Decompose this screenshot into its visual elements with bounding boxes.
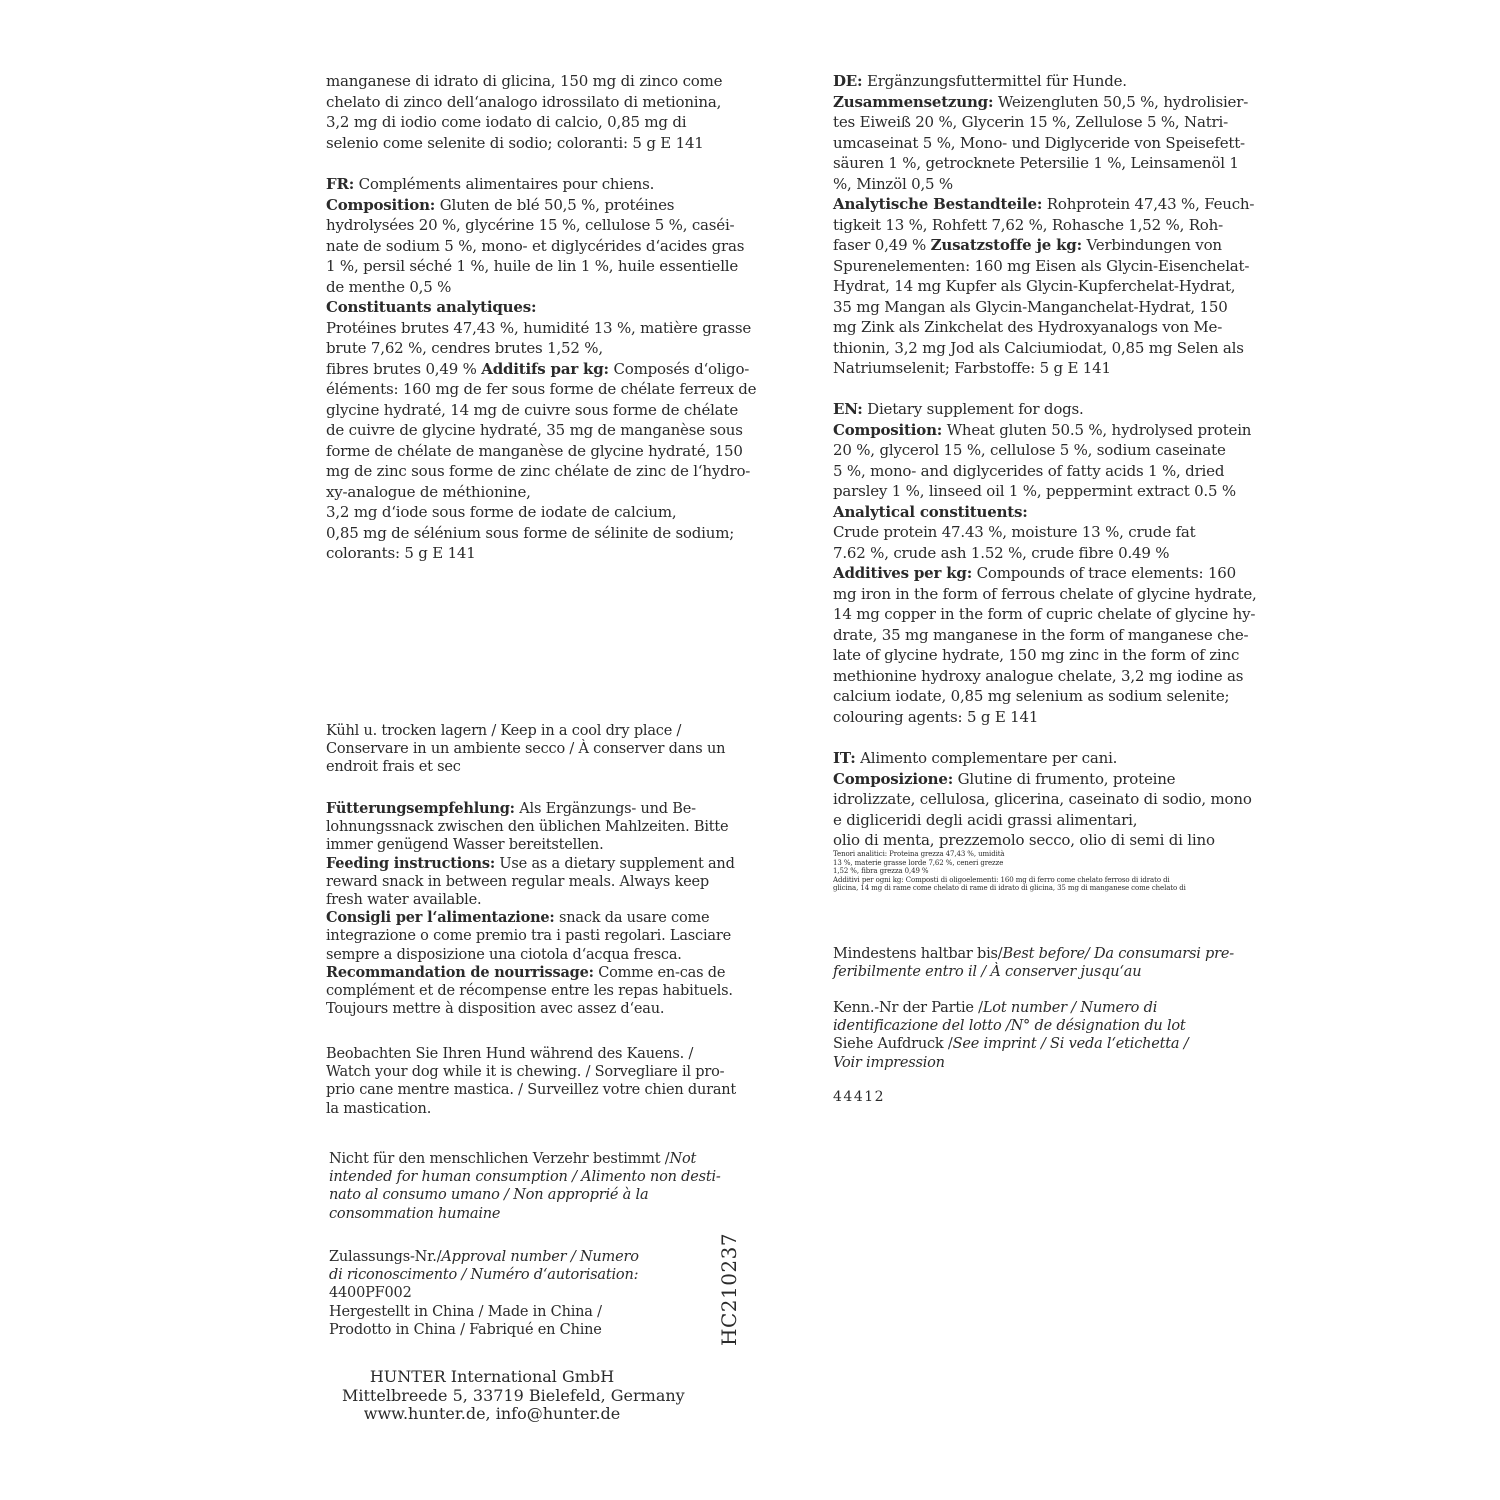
approval-code: 4400PF002 — [329, 1285, 412, 1302]
text-line: 35 mg Mangan als Glycin-Manganchelat-Hydrat, 150 — [833, 297, 1228, 316]
fine-print-line: Tenori analitici: Proteina grezza 47,43 %, umidità — [833, 850, 1005, 858]
web-email: www.hunter.de, info@hunter.de — [363, 1404, 621, 1423]
text-line: 20 %, glycerol 15 %, cellulose 5 %, sodium caseinate — [833, 441, 1226, 459]
text-line: late of glycine hydrate, 150 mg zinc in the form of zinc — [833, 646, 1240, 664]
feeding-heading-fr: Recommandation de nourrissage: — [326, 963, 594, 981]
street-address: Mittelbreede 5, 33719 Bielefeld, Germany — [342, 1385, 685, 1405]
text-line: complément et de récompense entre les repas habituels. — [326, 983, 733, 1000]
text-line: sempre a disposizione una ciotola d‘acqua fresca. — [326, 946, 682, 963]
text-line: calcium iodate, 0,85 mg selenium as sodium selenite; — [833, 687, 1230, 705]
text-line: Protéines brutes 47,43 %, humidité 13 %, matière grasse — [326, 318, 752, 337]
additives-heading: Additives per kg: — [833, 564, 973, 582]
text-line: colorants: 5 g E 141 — [326, 544, 476, 562]
lang-code-en: EN: — [833, 400, 863, 418]
text-line: lohnungssnack zwischen den üblichen Mahlzeiten. Bitte — [326, 819, 729, 836]
feeding-heading-en: Feeding instructions: — [326, 854, 495, 872]
text-line: 1 %, persil séché 1 %, huile de lin 1 %, huile essentielle — [326, 257, 739, 275]
text-line: e digliceridi degli acidi grassi alimentari, — [833, 810, 1138, 829]
company-name: HUNTER International GmbH — [369, 1367, 615, 1386]
italian-fine-print — [833, 850, 1186, 893]
text-line: de menthe 0,5 % — [326, 277, 452, 296]
text-line: fresh water available. — [326, 892, 482, 909]
text-line: Nicht für den menschlichen Verzehr bestimmt / — [329, 1151, 670, 1167]
text-line: 3,2 mg d‘iode sous forme de iodate de calcium, — [326, 503, 677, 521]
text-line: Prodotto in China / Fabriqué en Chine — [329, 1321, 602, 1338]
composition-heading: Composizione: — [833, 769, 954, 788]
text-line: selenio come selenite di sodio; coloranti: 5 g E 141 — [326, 133, 704, 152]
text-line: drate, 35 mg manganese in the form of manganese che- — [833, 625, 1249, 644]
text-line: Composés d‘oligo- — [608, 359, 750, 378]
italian-ingredients-continuation — [326, 71, 722, 153]
text-line: Dietary supplement for dogs. — [862, 400, 1084, 418]
text-line: 5 %, mono- and diglycerides of fatty acids 1 %, dried — [833, 461, 1225, 480]
text-line: Crude protein 47.43 %, moisture 13 %, crude fat — [833, 523, 1196, 541]
text-line: mg iron in the form of ferrous chelate of glycine hydrate, — [833, 584, 1257, 603]
text-line-italic: Not — [669, 1151, 697, 1167]
text-line: Wheat gluten 50.5 %, hydrolysed protein — [942, 420, 1252, 439]
fine-print-line: glicina, 14 mg di rame come chelato di rame di idrato di glicina, 35 mg di manganese come chelato di — [833, 884, 1186, 893]
text-line: 3,2 mg di iodio come iodato di calcio, 0,85 mg di — [326, 113, 687, 131]
analytical-heading: Analytical constituents: — [833, 502, 1028, 521]
text-line: Kenn.-Nr der Partie / — [833, 1000, 983, 1016]
lang-code-de: DE: — [833, 72, 863, 90]
text-line: Alimento complementare per cani. — [855, 749, 1118, 767]
lot-number — [833, 999, 1188, 1072]
text-line: Compounds of trace elements: 160 — [972, 564, 1236, 582]
text-line: reward snack in between regular meals. Always keep — [326, 873, 709, 890]
text-line-italic: intended for human consumption / Alimento non desti- — [329, 1169, 721, 1186]
text-line-italic: Voir impression — [833, 1054, 945, 1071]
text-line: prio cane mentre mastica. / Surveillez votre chien durant — [326, 1082, 737, 1099]
text-line: Toujours mettre à disposition avec assez d‘eau. — [326, 1001, 665, 1018]
italian-section — [833, 748, 1252, 851]
text-line: endroit frais et sec — [326, 759, 461, 776]
text-line-italic: feribilmente entro il / À conserver jusqu‘au — [833, 964, 1142, 981]
text-line: Spurenelementen: 160 mg Eisen als Glycin-Eisenchelat- — [833, 256, 1250, 275]
text-line-italic: See imprint / Si veda l‘etichetta / — [952, 1036, 1189, 1053]
article-number: 44412 — [833, 1089, 886, 1105]
text-line: tes Eiweiß 20 %, Glycerin 15 %, Zellulose 5 %, Natri- — [833, 113, 1228, 131]
english-section — [833, 399, 1257, 727]
additives-heading: Additifs par kg: — [481, 359, 609, 378]
text-line-italic: nato al consumo umano / Non approprié à la — [329, 1187, 649, 1204]
text-line: colouring agents: 5 g E 141 — [833, 707, 1039, 726]
lang-code-fr: FR: — [326, 175, 355, 193]
text-line: olio di menta, prezzemolo secco, olio di semi di lino — [833, 831, 1215, 849]
text-line: xy-analogue de méthionine, — [326, 482, 531, 501]
text-line: Gluten de blé 50,5 %, protéines — [435, 195, 675, 214]
text-line: integrazione o come premio tra i pasti regolari. Lasciare — [326, 928, 731, 945]
text-line: forme de chélate de manganèse de glycine hydraté, 150 — [326, 441, 743, 460]
text-line: Weizengluten 50,5 %, hydrolisier- — [993, 92, 1249, 111]
text-line: 0,85 mg de sélénium sous forme de sélinite de sodium; — [326, 523, 735, 542]
text-line: faser 0,49 % — [833, 236, 931, 254]
french-section — [326, 174, 756, 564]
text-line: Siehe Aufdruck / — [833, 1036, 953, 1053]
storage-instructions — [326, 722, 725, 777]
composition-heading: Composition: — [833, 420, 943, 439]
approval-number — [329, 1248, 639, 1339]
text-line: Zulassungs-Nr./ — [329, 1249, 442, 1265]
feeding-instructions — [326, 800, 735, 1018]
text-line: glycine hydraté, 14 mg de cuivre sous forme de chélate — [326, 400, 739, 419]
text-line: Verbindungen von — [1081, 236, 1222, 254]
text-line: brute 7,62 %, cendres brutes 1,52 %, — [326, 339, 603, 357]
text-line: Watch your dog while it is chewing. / Sorvegliare il pro- — [326, 1064, 725, 1081]
text-line: Compléments alimentaires pour chiens. — [354, 175, 655, 193]
text-line: Conservare in un ambiente secco / À conserver dans un — [326, 741, 726, 758]
text-line: idrolizzate, cellulosa, glicerina, caseinato di sodio, mono — [833, 790, 1252, 808]
text-line-italic: identificazione del lotto /N° de désignation du lot — [833, 1018, 1186, 1035]
text-line: Beobachten Sie Ihren Hund während des Kauens. / — [326, 1046, 694, 1062]
lang-code-it: IT: — [833, 749, 856, 767]
text-line-italic: Approval number / Numero — [441, 1249, 639, 1265]
text-line: %, Minzöl 0,5 % — [833, 174, 953, 193]
text-line-italic: Best before/ Da consumarsi pre- — [1002, 946, 1234, 962]
best-before — [833, 945, 1234, 981]
text-line: 7.62 %, crude ash 1.52 %, crude fibre 0.49 % — [833, 543, 1170, 562]
text-line: parsley 1 %, linseed oil 1 %, peppermint extract 0.5 % — [833, 482, 1236, 500]
text-line: Use as a dietary supplement and — [495, 855, 735, 872]
text-line: umcaseinat 5 %, Mono- und Diglyceride von Speisefett- — [833, 133, 1245, 152]
text-line: Ergänzungsfuttermittel für Hunde. — [862, 72, 1127, 90]
text-line: fibres brutes 0,49 % — [326, 359, 482, 378]
supervision-warning — [326, 1045, 736, 1118]
text-line: chelato di zinco dell‘analogo idrossilato di metionina, — [326, 92, 722, 111]
text-line-italic: Lot number / Numero di — [982, 1000, 1158, 1016]
fine-print-line: 13 %, materie grasse lorde 7,62 %, ceneri grezze — [833, 858, 1004, 867]
text-line: immer genügend Wasser bereitstellen. — [326, 837, 604, 854]
text-line: snack da usare come — [554, 910, 710, 927]
not-for-human-consumption — [329, 1150, 721, 1223]
text-line: Als Ergänzungs- und Be- — [514, 801, 696, 817]
composition-heading: Zusammensetzung: — [833, 92, 994, 111]
text-line-italic: di riconoscimento / Numéro d‘autorisation: — [329, 1267, 639, 1284]
text-line: mg de zinc sous forme de zinc chélate de zinc de l‘hydro- — [326, 462, 751, 480]
analytical-heading: Constituants analytiques: — [326, 298, 537, 316]
text-line: mg Zink als Zinkchelat des Hydroxyanalogs von Me- — [833, 318, 1223, 336]
company-address — [342, 1367, 685, 1424]
text-line-italic: consommation humaine — [329, 1205, 501, 1222]
text-line: Rohprotein 47,43 %, Feuch- — [1042, 195, 1255, 213]
text-line: Kühl u. trocken lagern / Keep in a cool dry place / — [326, 723, 682, 739]
text-line: säuren 1 %, getrocknete Petersilie 1 %, Leinsamenöl 1 — [833, 154, 1239, 172]
text-line: nate de sodium 5 %, mono- et diglycérides d‘acides gras — [326, 236, 745, 255]
german-section — [833, 71, 1254, 379]
feeding-heading-de: Fütterungsempfehlung: — [326, 800, 515, 817]
text-line: Mindestens haltbar bis/ — [833, 946, 1003, 962]
text-line: Hydrat, 14 mg Kupfer als Glycin-Kupferchelat-Hydrat, — [833, 277, 1236, 295]
text-line: la mastication. — [326, 1100, 432, 1117]
fine-print-line: 1,52 %, fibra grezza 0,49 % — [833, 867, 929, 876]
text-line: thionin, 3,2 mg Jod als Calciumiodat, 0,85 mg Selen als — [833, 338, 1244, 357]
text-line: Hergestellt in China / Made in China / — [329, 1303, 602, 1320]
text-line: de cuivre de glycine hydraté, 35 mg de manganèse sous — [326, 421, 743, 439]
vertical-product-code: HC210237 — [717, 1232, 741, 1346]
text-line: manganese di idrato di glicina, 150 mg di zinco come — [326, 72, 723, 90]
feeding-heading-it: Consigli per l‘alimentazione: — [326, 909, 555, 927]
text-line: hydrolysées 20 %, glycérine 15 %, cellulose 5 %, caséi- — [326, 216, 735, 234]
fine-print-line: Additivi per ogni kg: Composti di oligoelementi: 160 mg di ferro come chelato ferroso di idrato di — [833, 875, 1170, 884]
text-line: methionine hydroxy analogue chelate, 3,2 mg iodine as — [833, 666, 1244, 685]
additives-heading: Zusatzstoffe je kg: — [930, 236, 1082, 254]
composition-heading: Composition: — [326, 195, 436, 214]
text-line: tigkeit 13 %, Rohfett 7,62 %, Rohasche 1,52 %, Roh- — [833, 215, 1223, 234]
text-line: éléments: 160 mg de fer sous forme de chélate ferreux de — [326, 380, 757, 398]
text-line: Natriumselenit; Farbstoffe: 5 g E 141 — [833, 359, 1111, 377]
text-line: 14 mg copper in the form of cupric chelate of glycine hy- — [833, 605, 1256, 623]
analytical-heading: Analytische Bestandteile: — [833, 195, 1043, 213]
text-line: Glutine di frumento, proteine — [953, 769, 1176, 788]
text-line: Comme en-cas de — [593, 964, 726, 981]
